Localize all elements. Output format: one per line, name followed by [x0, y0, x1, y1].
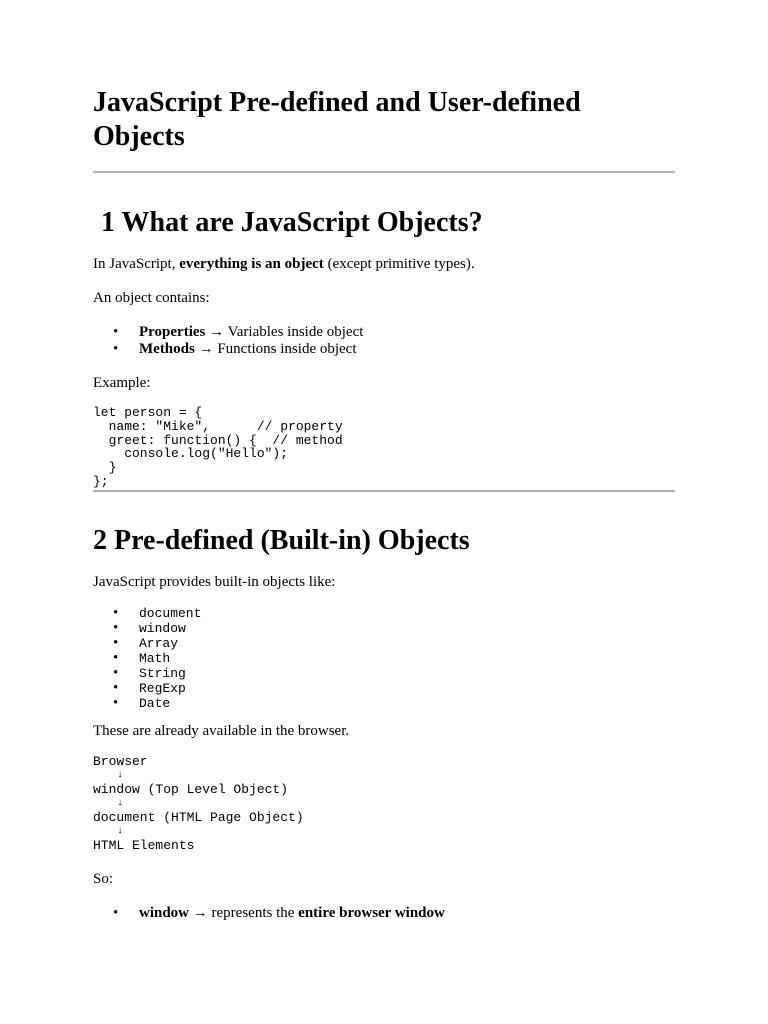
object-name: String [139, 666, 186, 681]
flow-step: Browser [93, 754, 148, 769]
builtin-intro-paragraph: JavaScript provides built-in objects like: [93, 574, 336, 590]
available-paragraph: These are already available in the browser. [93, 723, 350, 739]
list-item [93, 324, 363, 341]
down-arrow-icon: ↓ [117, 826, 124, 837]
bullet-icon: • [113, 665, 119, 681]
so-list [93, 905, 445, 922]
item-term: window [139, 905, 190, 921]
object-name: Math [139, 651, 171, 666]
section-heading-what-are-objects: 1 What are JavaScript Objects? [101, 207, 483, 238]
object-name: Date [139, 696, 171, 711]
list-item [93, 621, 201, 636]
example-label: Example: [93, 375, 151, 391]
horizontal-rule [93, 490, 675, 492]
bullet-icon: • [113, 605, 119, 621]
arrow-icon: → [192, 905, 208, 921]
bullet-icon: • [113, 620, 119, 636]
contains-paragraph: An object contains: [93, 290, 210, 306]
object-name: document [139, 606, 202, 621]
bullet-icon: • [113, 650, 119, 666]
intro-bold: everything is an object [179, 256, 324, 272]
bullet-icon: • [113, 695, 119, 711]
hierarchy-flow [93, 755, 304, 853]
object-parts-list [93, 324, 363, 358]
list-item [93, 905, 445, 922]
intro-paragraph [93, 256, 475, 273]
flow-step: window (Top Level Object) [93, 782, 289, 797]
bullet-icon: • [113, 324, 119, 340]
list-item [93, 606, 201, 621]
horizontal-rule [93, 171, 675, 173]
list-item [93, 341, 363, 358]
list-item [93, 651, 201, 666]
list-item [93, 696, 201, 711]
list-item [93, 681, 201, 696]
intro-suffix: (except primitive types). [323, 256, 475, 272]
builtin-objects-list [93, 606, 201, 711]
down-arrow-icon: ↓ [117, 798, 124, 809]
down-arrow-icon: ↓ [117, 770, 124, 781]
so-label: So: [93, 871, 114, 887]
flow-step: document (HTML Page Object) [93, 810, 304, 825]
object-name: Array [139, 636, 179, 651]
item-desc: Functions inside object [217, 341, 357, 357]
intro-prefix: In JavaScript, [93, 256, 180, 272]
item-term: Methods [139, 341, 195, 357]
bullet-icon: • [113, 635, 119, 651]
page-title: JavaScript Pre-defined and User-defined Objects [93, 87, 581, 152]
bullet-icon: • [113, 680, 119, 696]
item-desc: Variables inside object [227, 324, 364, 340]
arrow-icon: → [198, 341, 214, 357]
arrow-icon: → [209, 324, 225, 340]
object-name: RegExp [139, 681, 186, 696]
flow-step: HTML Elements [93, 838, 195, 853]
section-heading-predefined-objects: 2 Pre-defined (Built-in) Objects [93, 525, 470, 556]
item-desc-bold: entire browser window [298, 905, 445, 921]
item-term: Properties [139, 324, 206, 340]
bullet-icon: • [113, 341, 119, 357]
list-item [93, 636, 201, 651]
bullet-icon: • [113, 905, 119, 921]
list-item [93, 666, 201, 681]
object-name: window [139, 621, 186, 636]
item-desc-prefix: represents the [211, 905, 299, 921]
code-example: let person = { name: "Mike", // property greet: function() { // method console.log("Hello"); } }; [93, 405, 343, 489]
